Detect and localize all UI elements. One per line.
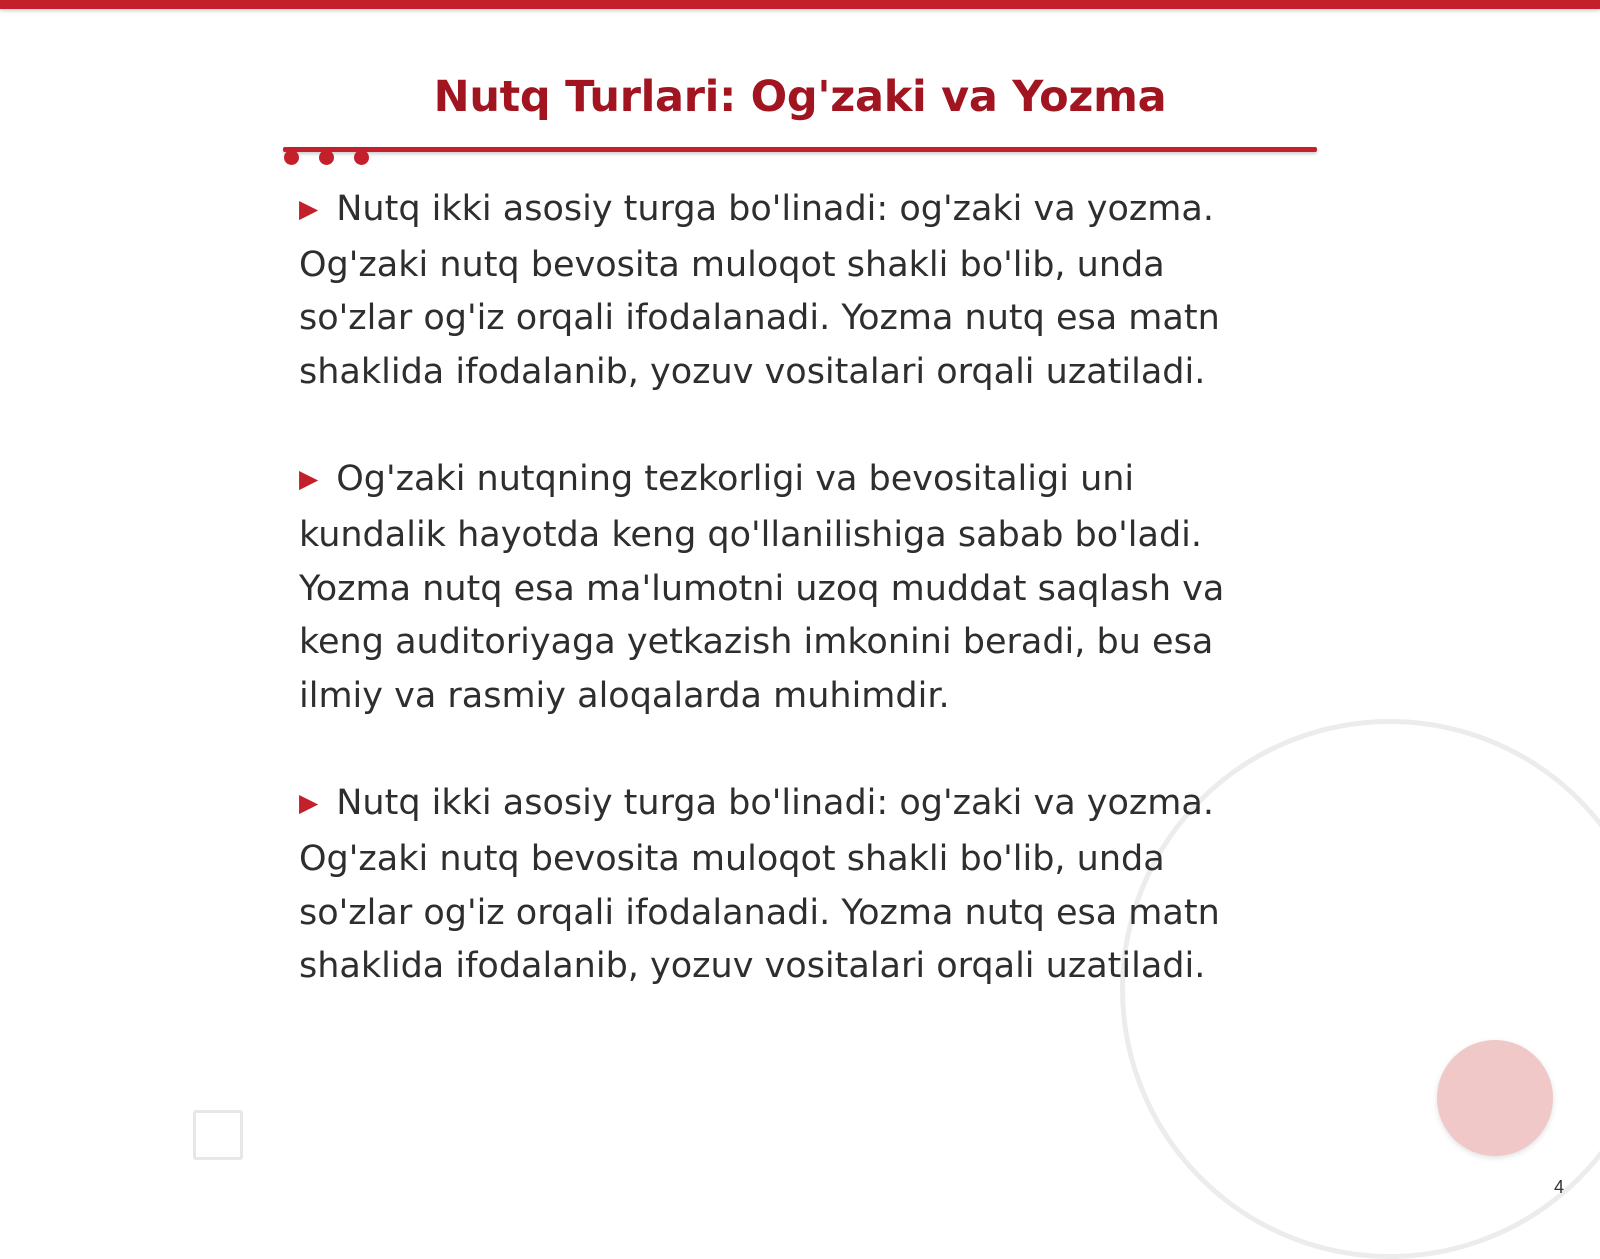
slide-title: Nutq Turlari: Og'zaki va Yozma xyxy=(433,72,1167,122)
paragraph-text: Nutq ikki asosiy turga bo'linadi: og'zaki va yozma. Og'zaki nutq bevosita muloqot shakli bo'lib, unda so'zlar og'iz orqali ifodalanadi. Yozma nutq esa matn shaklida ifodalanib, yozuv vositalari orqali uzatiladi. xyxy=(299,189,1220,392)
bullet-paragraph xyxy=(299,183,1259,399)
triangle-right-icon: ▶ xyxy=(299,194,319,223)
decorative-dot xyxy=(284,150,299,165)
title-underline xyxy=(283,147,1317,152)
triangle-right-icon: ▶ xyxy=(299,788,319,818)
decorative-pink-circle xyxy=(1437,1040,1553,1156)
bullet-paragraph xyxy=(299,777,1259,993)
top-accent-bar xyxy=(0,0,1600,9)
page-number: 4 xyxy=(1554,1177,1565,1197)
slide-body xyxy=(299,183,1259,1048)
paragraph-text: Nutq ikki asosiy turga bo'linadi: og'zaki va yozma. Og'zaki nutq bevosita muloqot shakli bo'lib, unda so'zlar og'iz orqali ifodalanadi. Yozma nutq esa matn shaklida ifodalanib, yozuv vositalari orqali uzatiladi. xyxy=(299,783,1220,987)
decorative-dot xyxy=(319,150,334,165)
decorative-square xyxy=(193,1110,243,1160)
decorative-dot xyxy=(354,150,369,165)
bullet-paragraph xyxy=(299,453,1259,723)
paragraph-text: Og'zaki nutqning tezkorligi va bevositaligi uni kundalik hayotda keng qo'llanilishiga sabab bo'ladi. Yozma nutq esa ma'lumotni uzoq muddat saqlash va keng auditoriyaga yetkazish imkonini beradi, bu esa ilmiy va rasmiy aloqalarda muhimdir. xyxy=(299,459,1225,716)
triangle-right-icon: ▶ xyxy=(299,464,319,494)
